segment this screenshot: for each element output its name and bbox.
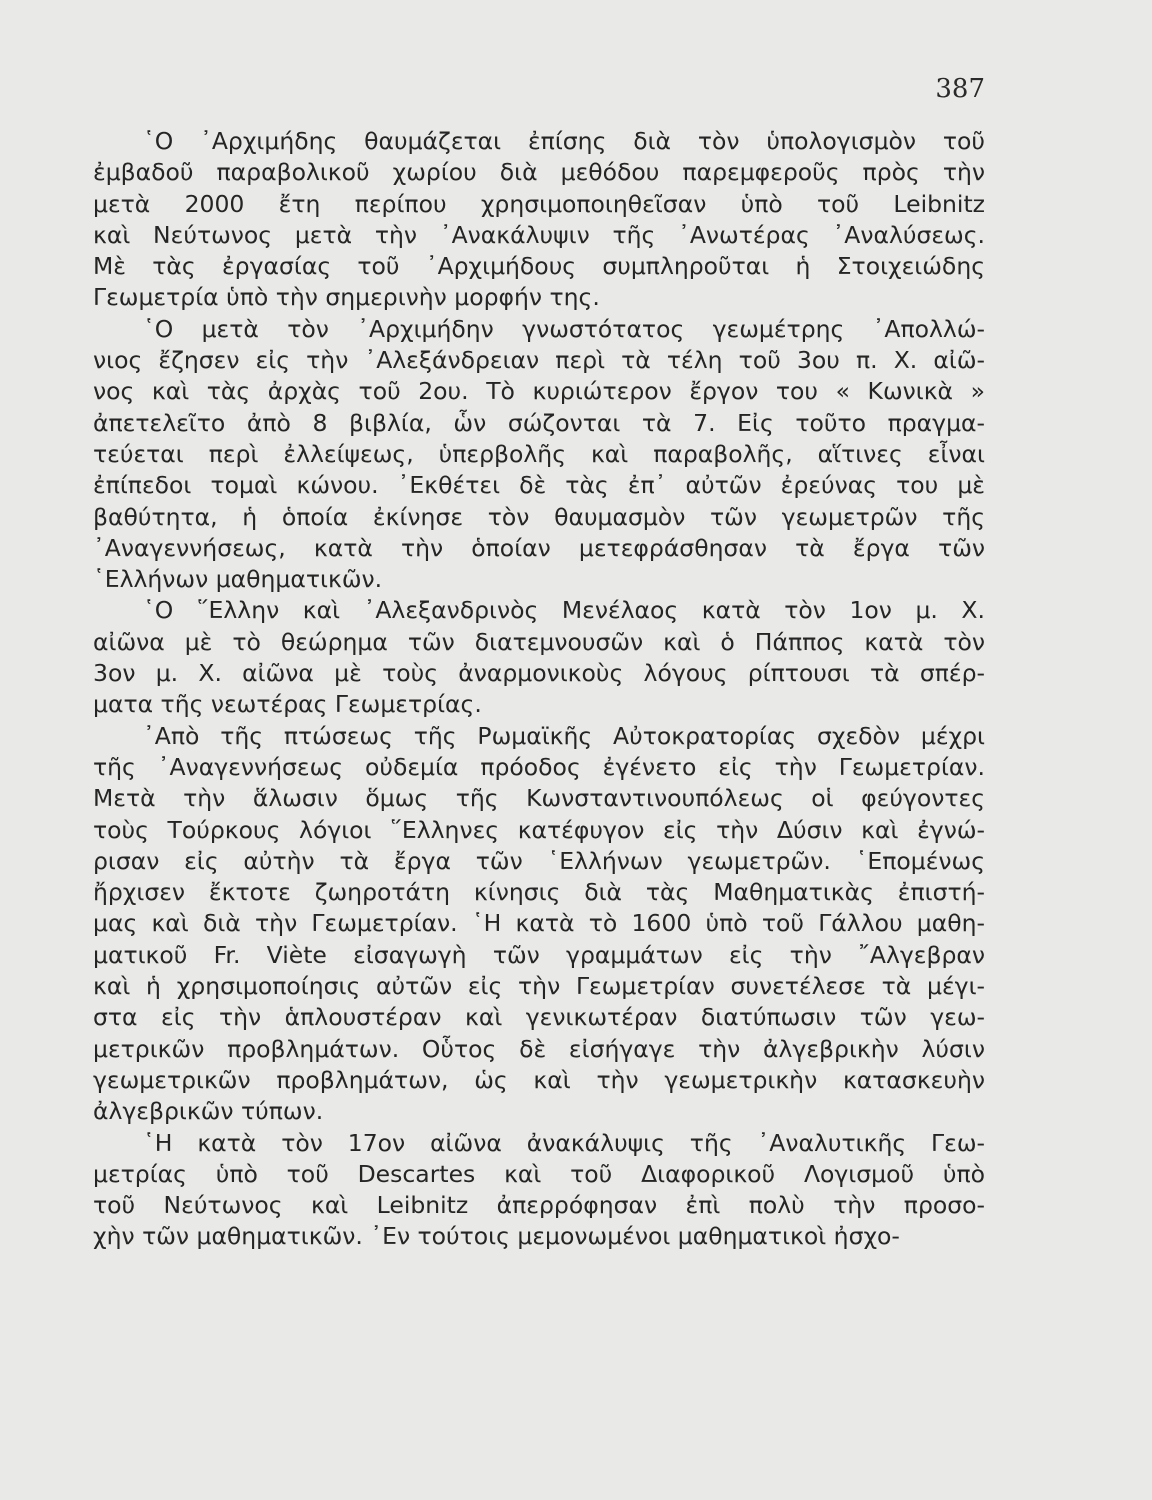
text-line: νιος ἔζησεν εἰς τὴν ᾿Αλεξάνδρειαν περὶ τὰ τέλη τοῦ 3ου π. Χ. αἰῶ- xyxy=(93,346,985,375)
text-line: τῆς ᾿Αναγεννήσεως οὐδεμία πρόοδος ἐγένετο εἰς τὴν Γεωμετρίαν. xyxy=(93,752,985,781)
page-number: 387 xyxy=(935,74,985,104)
text-line: ᾿Αναγεννήσεως, κατὰ τὴν ὁποίαν μετεφράσθησαν τὰ ἔργα τῶν xyxy=(93,533,985,562)
text-line: Γεωμετρία ὑπὸ τὴν σημερινὴν μορφήν της. xyxy=(93,283,600,312)
text-line: Μὲ τὰς ἐργασίας τοῦ ᾿Αρχιμήδους συμπληροῦται ἡ Στοιχειώδης xyxy=(93,252,985,281)
text-line: μετὰ 2000 ἔτη περίπου χρησιμοποιηθεῖσαν ὑπὸ τοῦ Leibnitz xyxy=(93,189,985,218)
text-line: ῾Η κατὰ τὸν 17ον αἰῶνα ἀνακάλυψις τῆς ᾿Αναλυτικῆς Γεω- xyxy=(143,1128,985,1157)
text-line: ἀλγεβρικῶν τύπων. xyxy=(93,1097,324,1126)
text-line: ᾿Απὸ τῆς πτώσεως τῆς Ρωμαϊκῆς Αὐτοκρατορίας σχεδὸν μέχρι xyxy=(143,721,985,750)
text-line: ῾Ο ᾿Αρχιμήδης θαυμάζεται ἐπίσης διὰ τὸν ὑπολογισμὸν τοῦ xyxy=(143,127,985,155)
text-line: γεωμετρικῶν προβλημάτων, ὡς καὶ τὴν γεωμετρικὴν κατασκευὴν xyxy=(93,1065,985,1094)
text-line: Μετὰ τὴν ἅλωσιν ὅμως τῆς Κωνσταντινουπόλεως οἱ φεύγοντες xyxy=(93,784,985,813)
text-line: νος καὶ τὰς ἀρχὰς τοῦ 2ου. Τὸ κυριώτερον ἔργον του « Κωνικὰ » xyxy=(93,377,985,406)
text-line: καὶ Νεύτωνος μετὰ τὴν ᾿Ανακάλυψιν τῆς ᾿Ανωτέρας ᾿Αναλύσεως. xyxy=(93,220,985,249)
text-line: στα εἰς τὴν ἁπλουστέραν καὶ γενικωτέραν διατύπωσιν τῶν γεω- xyxy=(93,1003,985,1032)
paragraph xyxy=(93,1128,985,1253)
paragraph xyxy=(93,314,985,596)
text-line: μετρίας ὑπὸ τοῦ Descartes καὶ τοῦ Διαφορικοῦ Λογισμοῦ ὑπὸ xyxy=(93,1159,985,1188)
paragraph xyxy=(93,721,985,1128)
text-line: ῾Ο μετὰ τὸν ᾿Αρχιμήδην γνωστότατος γεωμέτρης ᾿Απολλώ- xyxy=(143,314,985,343)
text-line: τεύεται περὶ ἐλλείψεως, ὑπερβολῆς καὶ παραβολῆς, αἵτινες εἶναι xyxy=(93,439,985,468)
text-line: αἰῶνα μὲ τὸ θεώρημα τῶν διατεμνουσῶν καὶ ὁ Πάππος κατὰ τὸν xyxy=(93,627,985,656)
text-line: ματικοῦ Fr. Viète εἰσαγωγὴ τῶν γραμμάτων εἰς τὴν ῎Αλγεβραν xyxy=(93,940,985,969)
text-line: βαθύτητα, ἡ ὁποία ἐκίνησε τὸν θαυμασμὸν τῶν γεωμετρῶν τῆς xyxy=(93,502,985,531)
paragraph xyxy=(93,126,985,314)
text-line: χὴν τῶν μαθηματικῶν. ᾿Εν τούτοις μεμονωμένοι μαθηματικοὶ ἠσχο- xyxy=(93,1222,900,1251)
text-line: μας καὶ διὰ τὴν Γεωμετρίαν. ῾Η κατὰ τὸ 1600 ὑπὸ τοῦ Γάλλου μαθη- xyxy=(93,909,985,938)
text-line: ἤρχισεν ἔκτοτε ζωηροτάτη κίνησις διὰ τὰς Μαθηματικὰς ἐπιστή- xyxy=(93,878,985,907)
text-line: 3ον μ. Χ. αἰῶνα μὲ τοὺς ἀναρμονικοὺς λόγους ρίπτουσι τὰ σπέρ- xyxy=(93,659,985,688)
text-line: καὶ ἡ χρησιμοποίησις αὐτῶν εἰς τὴν Γεωμετρίαν συνετέλεσε τὰ μέγι- xyxy=(93,972,985,1001)
text-line: ἐπίπεδοι τομαὶ κώνου. ᾿Εκθέτει δὲ τὰς ἐπ᾿ αὐτῶν ἐρεύνας του μὲ xyxy=(93,471,985,500)
text-line: ρισαν εἰς αὐτὴν τὰ ἔργα τῶν ῾Ελλήνων γεωμετρῶν. ῾Επομένως xyxy=(93,846,985,875)
text-line: τοῦ Νεύτωνος καὶ Leibnitz ἀπερρόφησαν ἐπὶ πολὺ τὴν προσο- xyxy=(93,1191,985,1220)
text-line: ἐμβαδοῦ παραβολικοῦ χωρίου διὰ μεθόδου παρεμφεροῦς πρὸς τὴν xyxy=(93,158,985,187)
paragraph xyxy=(93,595,985,720)
body-text xyxy=(93,126,985,1253)
text-line: τοὺς Τούρκους λόγιοι ῞Ελληνες κατέφυγον εἰς τὴν Δύσιν καὶ ἐγνώ- xyxy=(93,815,985,844)
text-line: ματα τῆς νεωτέρας Γεωμετρίας. xyxy=(93,690,482,719)
text-line: μετρικῶν προβλημάτων. Οὗτος δὲ εἰσήγαγε τὴν ἀλγεβρικὴν λύσιν xyxy=(93,1034,985,1063)
text-line: ῾Ο ῞Ελλην καὶ ᾿Αλεξανδρινὸς Μενέλαος κατὰ τὸν 1ον μ. Χ. xyxy=(143,596,985,625)
text-line: ἀπετελεῖτο ἀπὸ 8 βιβλία, ὧν σώζονται τὰ 7. Εἰς τοῦτο πραγμα- xyxy=(93,408,985,437)
text-line: ῾Ελλήνων μαθηματικῶν. xyxy=(93,565,383,594)
